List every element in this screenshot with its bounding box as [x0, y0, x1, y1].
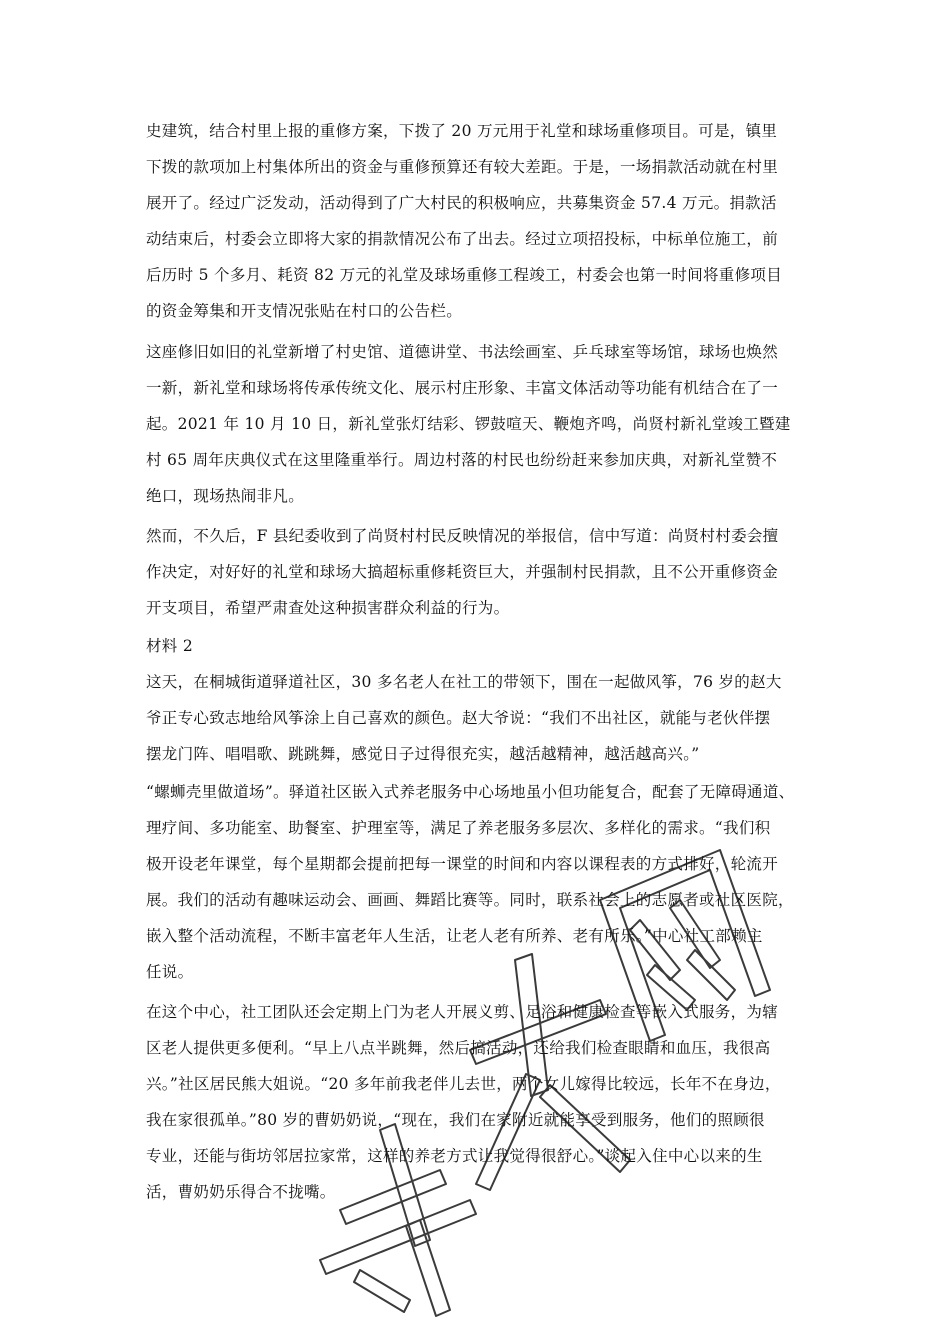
paragraph-line: 后历时 5 个多月、耗资 82 万元的礼堂及球场重修工程竣工，村委会也第一时间将重修项目: [146, 266, 782, 284]
paragraph-line: 的资金筹集和开支情况张贴在村口的公告栏。: [146, 302, 463, 320]
paragraph-line: 兴。”社区居民熊大姐说。“20 多年前我老伴儿去世，两个女儿嫁得比较远，长年不在身边，: [146, 1075, 781, 1093]
paragraph-line: 任说。: [146, 963, 194, 981]
paragraph-line: 摆龙门阵、唱唱歌、跳跳舞，感觉日子过得很充实，越活越精神，越活越高兴。”: [146, 745, 700, 763]
paragraph-line: 起。2021 年 10 月 10 日，新礼堂张灯结彩、锣鼓喧天、鞭炮齐鸣，尚贤村新礼堂竣工暨建: [146, 415, 791, 433]
paragraph-line: 爷正专心致志地给风筝涂上自己喜欢的颜色。赵大爷说：“我们不出社区，就能与老伙伴摆: [146, 709, 771, 727]
paragraph-line: 绝口，现场热闹非凡。: [146, 487, 305, 505]
paragraph-line: 一新，新礼堂和球场将传承传统文化、展示村庄形象、丰富文体活动等功能有机结合在了一: [146, 379, 779, 397]
paragraph-line: “螺蛳壳里做道场”。驿道社区嵌入式养老服务中心场地虽小但功能复合，配套了无障碍通道、: [146, 783, 795, 801]
paragraph-line: 展。我们的活动有趣味运动会、画画、舞蹈比赛等。同时，联系社会上的志愿者或社区医院，: [146, 891, 794, 909]
paragraph-line: 下拨的款项加上村集体所出的资金与重修预算还有较大差距。于是，一场捐款活动就在村里: [146, 158, 779, 176]
paragraph-line: 这座修旧如旧的礼堂新增了村史馆、道德讲堂、书法绘画室、乒乓球室等场馆，球场也焕然: [146, 343, 779, 361]
section-heading: 材料 2: [146, 637, 193, 655]
paragraph-line: 村 65 周年庆典仪式在这里隆重举行。周边村落的村民也纷纷赶来参加庆典，对新礼堂赞不: [146, 451, 778, 469]
paragraph-line: 我在家很孤单。”80 岁的曹奶奶说，“现在，我们在家附近就能享受到服务，他们的照顾很: [146, 1111, 765, 1129]
paragraph-line: 开支项目，希望严肃查处这种损害群众利益的行为。: [146, 599, 510, 617]
paragraph-line: 区老人提供更多便利。“早上八点半跳舞，然后搞活动，还给我们检查眼睛和血压，我很高: [146, 1039, 771, 1057]
paragraph-line: 然而，不久后，F 县纪委收到了尚贤村村民反映情况的举报信，信中写道：尚贤村村委会擅: [146, 527, 779, 545]
paragraph-line: 在这个中心，社工团队还会定期上门为老人开展义剪、足浴和健康检查等嵌入式服务，为辖: [146, 1003, 779, 1021]
paragraph-line: 专业，还能与街坊邻居拉家常，这样的养老方式让我觉得很舒心。”谈起入住中心以来的生: [146, 1147, 763, 1165]
paragraph-line: 史建筑，结合村里上报的重修方案，下拨了 20 万元用于礼堂和球场重修项目。可是，镇里: [146, 122, 778, 140]
paragraph-line: 嵌入整个活动流程，不断丰富老年人生活，让老人老有所养、老有所乐。”中心社工部赖主: [146, 927, 763, 945]
paragraph-line: 理疗间、多功能室、助餐室、护理室等，满足了养老服务多层次、多样化的需求。“我们积: [146, 819, 771, 837]
paragraph-line: 这天，在桐城街道驿道社区，30 多名老人在社工的带领下，围在一起做风筝，76 岁的赵大: [146, 673, 782, 691]
paragraph-line: 动结束后，村委会立即将大家的捐款情况公布了出去。经过立项招投标，中标单位施工，前: [146, 230, 779, 248]
paragraph-line: 极开设老年课堂，每个星期都会提前把每一课堂的时间和内容以课程表的方式排好，轮流开: [146, 855, 779, 873]
paragraph-line: 展开了。经过广泛发动，活动得到了广大村民的积极响应，共募集资金 57.4 万元。捐款活: [146, 194, 777, 212]
paragraph-line: 作决定，对好好的礼堂和球场大搞超标重修耗资巨大，并强制村民捐款，且不公开重修资金: [146, 563, 779, 581]
paragraph-line: 活，曹奶奶乐得合不拢嘴。: [146, 1183, 336, 1201]
